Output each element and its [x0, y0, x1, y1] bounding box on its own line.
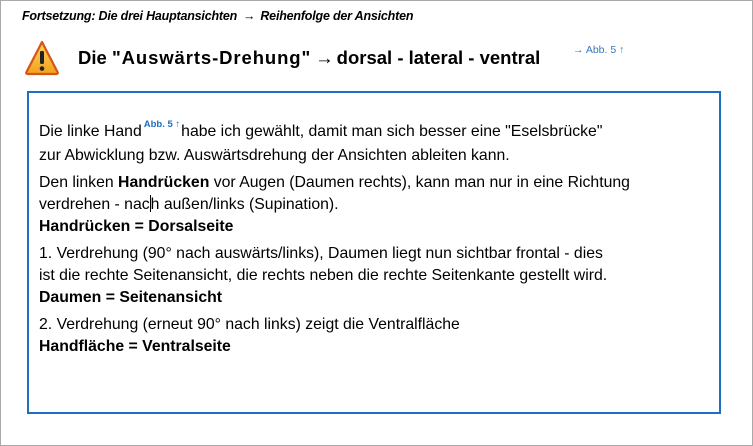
content-text [39, 121, 719, 363]
p4-line-1: 2. Verdrehung (erneut 90° nach links) zeigt die Ventralfläche [39, 316, 460, 333]
p3-line-2: ist die rechte Seitenansicht, die rechts neben die rechte Seitenkante gestellt wird. [39, 267, 608, 284]
p1-rest-1: habe ich gewählt, damit man sich besser eine "Eselsbrücke" [181, 123, 603, 140]
figure-ref-superscript[interactable]: Abb. 5 ↑ [143, 119, 181, 130]
breadcrumb-arrow: → [243, 9, 256, 23]
title-quoted: "Auswärts-Drehung" [111, 47, 312, 68]
paragraph-4 [39, 314, 719, 358]
p2-result: Handrücken = Dorsalseite [39, 218, 234, 235]
p3-result: Daumen = Seitenansicht [39, 289, 223, 306]
p1-start: Die linke Hand [39, 123, 142, 140]
title-prefix: Die [78, 47, 112, 68]
title-arrow: → [315, 47, 334, 68]
breadcrumb-part-1: Fortsetzung: Die drei Hauptansichten [22, 9, 238, 23]
figure-reference-link[interactable]: → Abb. 5 ↑ [573, 44, 625, 56]
p4-result: Handfläche = Ventralseite [39, 338, 231, 355]
page-title [78, 47, 540, 69]
warning-triangle-icon [25, 40, 59, 76]
p1-rest-2: zur Abwicklung bzw. Auswärtsdrehung der Ansichten ableiten kann. [39, 147, 510, 164]
p2-start: Den linken [39, 174, 114, 191]
paragraph-2 [39, 172, 719, 238]
p2-rest-2a: verdrehen - nac [39, 196, 150, 213]
paragraph-1 [39, 121, 719, 167]
p2-rest-2b: h außen/links (Supination). [150, 196, 339, 213]
paragraph-3 [39, 243, 719, 309]
p2-bold: Handrücken [118, 174, 210, 191]
p2-rest-1: vor Augen (Daumen rechts), kann man nur in eine Richtung [213, 174, 630, 191]
breadcrumb [22, 9, 413, 23]
title-suffix: dorsal - lateral - ventral [336, 47, 541, 68]
breadcrumb-part-2: Reihenfolge der Ansichten [260, 9, 414, 23]
p3-line-1: 1. Verdrehung (90° nach auswärts/links), Daumen liegt nun sichtbar frontal - dies [39, 245, 603, 262]
